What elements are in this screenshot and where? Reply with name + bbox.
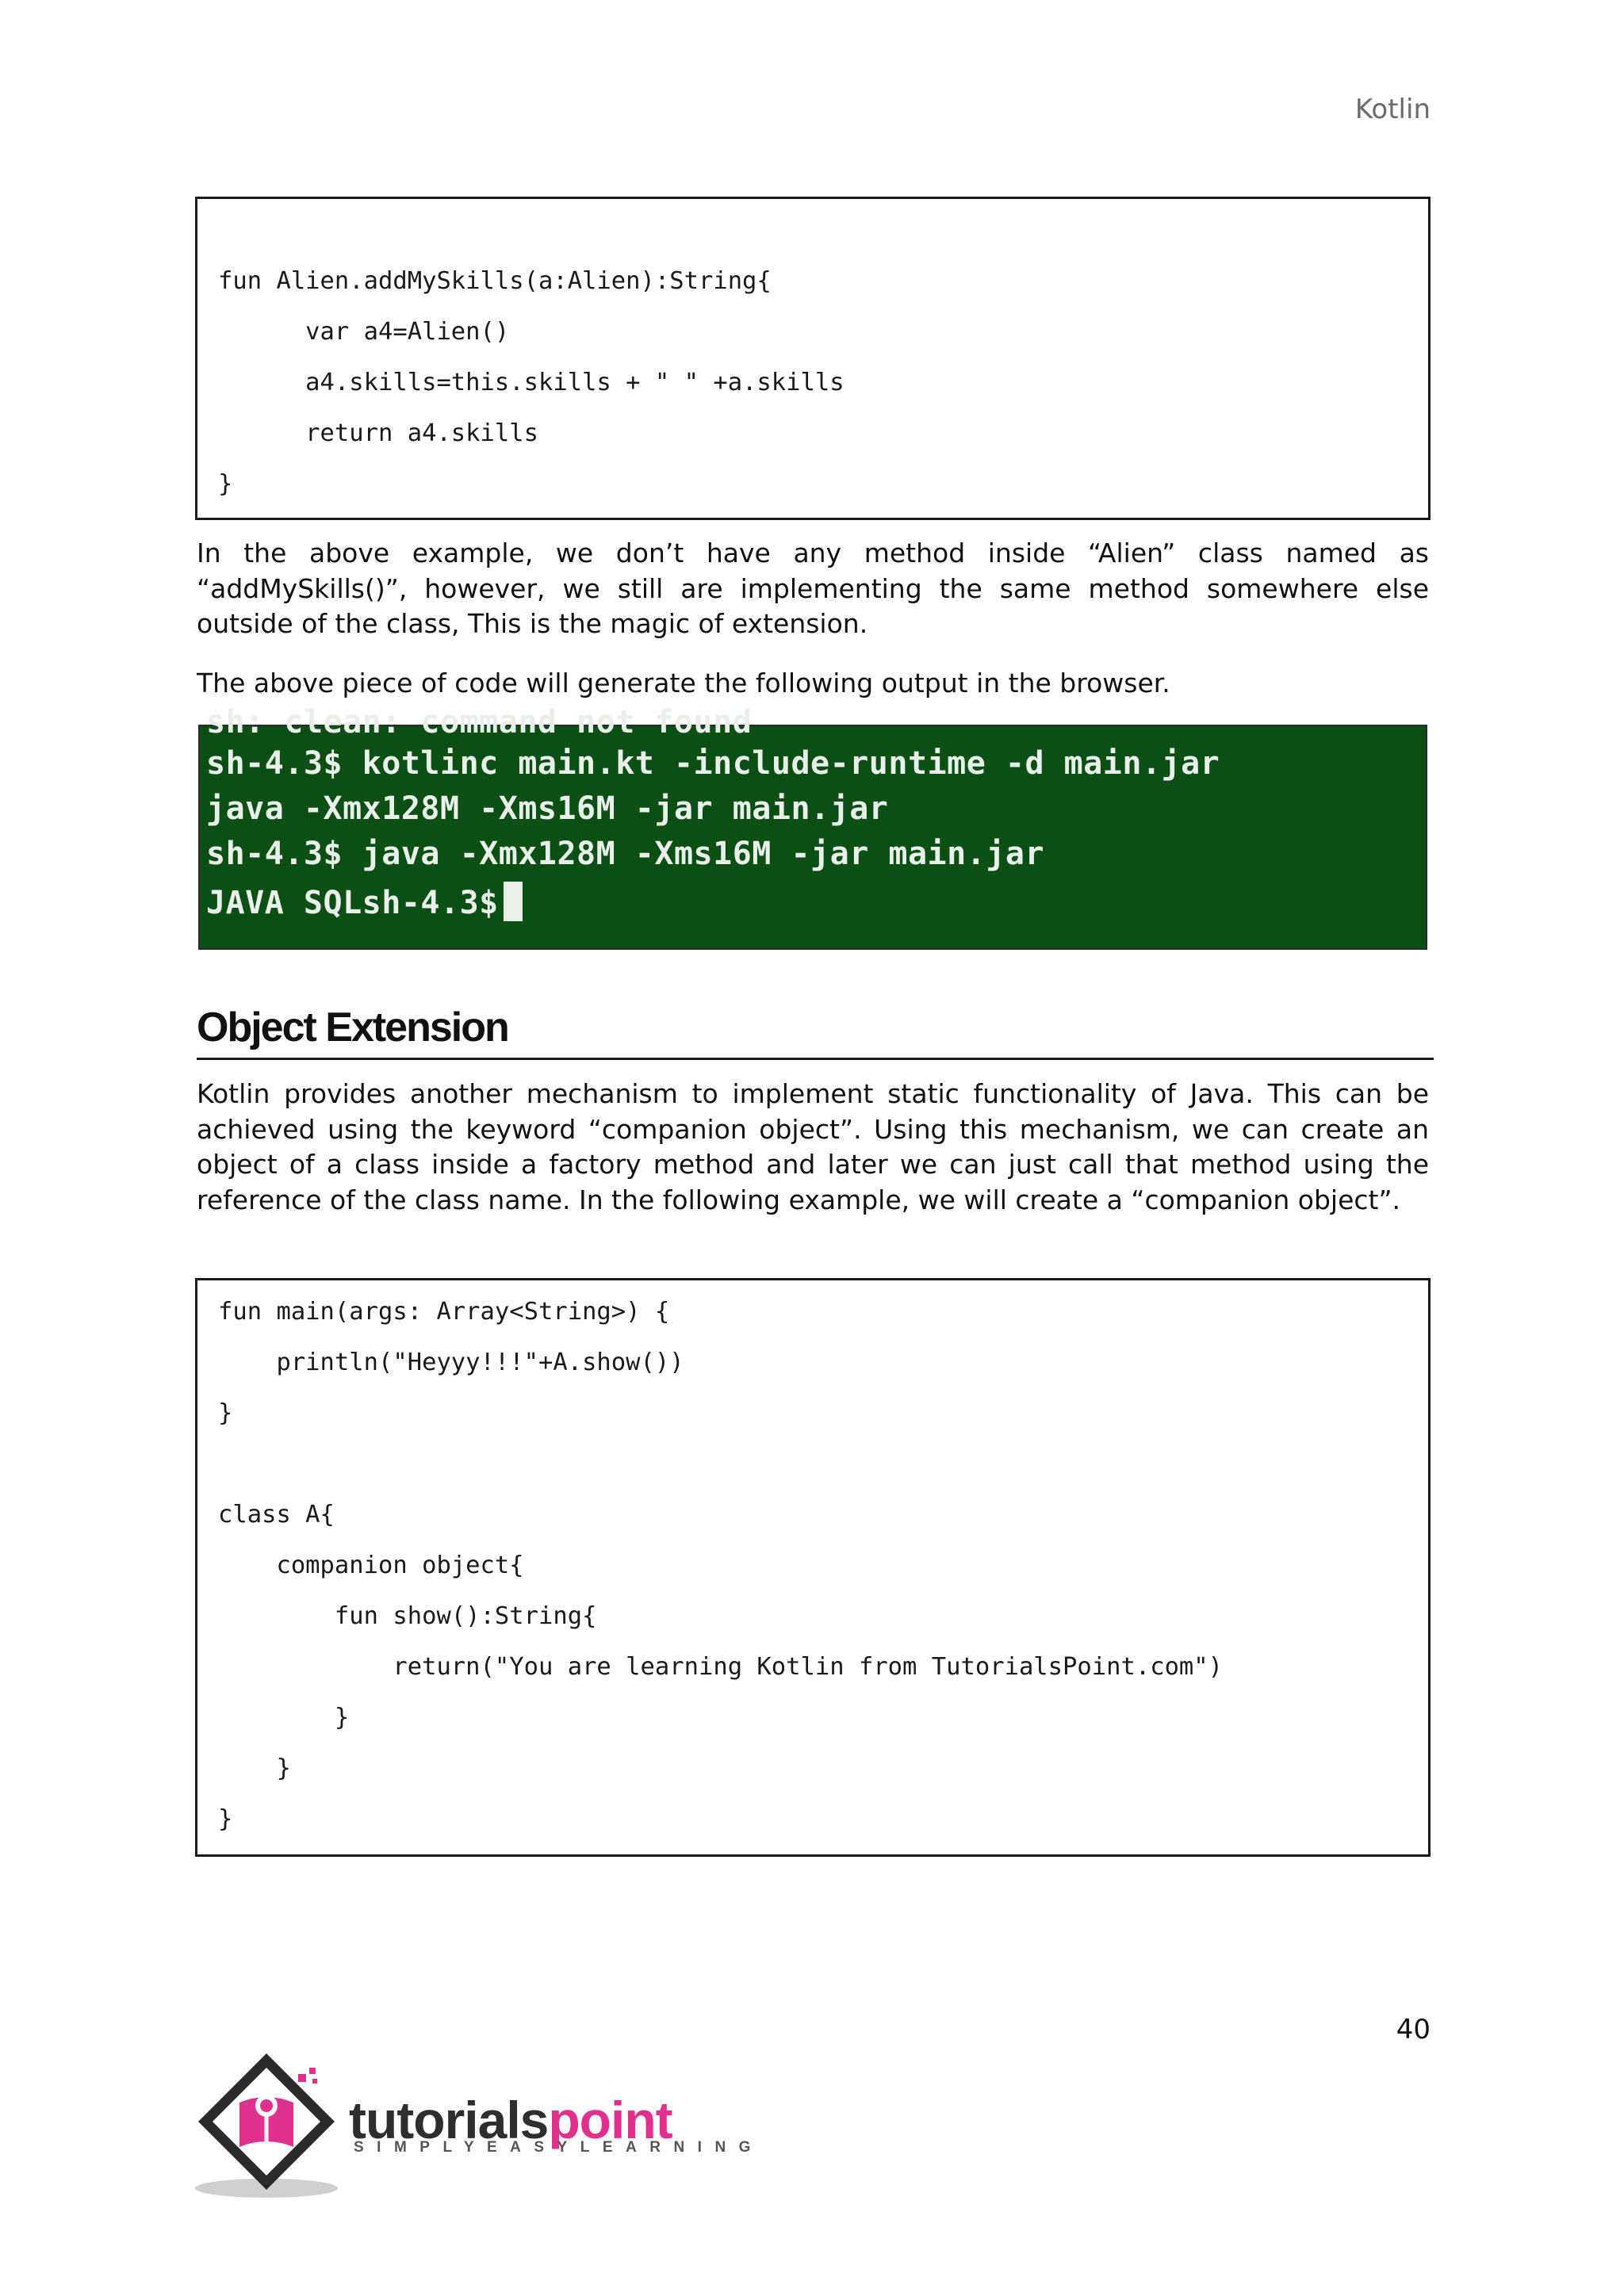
tutorialspoint-logo [193,2047,764,2206]
terminal-output-screenshot [198,704,1427,950]
code-line: } [218,1704,350,1732]
code-line: } [218,470,233,498]
terminal-prompt-text: JAVA SQLsh-4.3$ [206,885,499,921]
code-line: fun main(args: Array<String>) { [218,1298,670,1326]
section-divider [197,1058,1434,1060]
code-block-companion-object [195,1278,1431,1857]
terminal-line: sh-4.3$ kotlinc main.kt -include-runtime -d main.jar [206,745,1220,782]
code-line: } [218,1399,233,1427]
code-block-extension-function [195,197,1431,520]
paragraph-extension-explanation: In the above example, we don’t have any method inside “Alien” class named as “addMySkills()”, however, we still are implementing the same method somewhere else outside of the class, This is the magic of extension. [197,538,1429,639]
logo-wordmark-dark: tutorials [349,2091,549,2149]
code-line: } [218,1805,233,1833]
code-line: fun show():String{ [218,1602,597,1630]
code-line: } [218,1755,291,1782]
code-line: var a4=Alien() [218,318,510,346]
code-line: a4.skills=this.skills + " " +a.skills [218,369,845,396]
section-heading: Object Extension [197,1004,508,1050]
code-line: companion object{ [218,1552,524,1579]
logo-wordmark-pink: point [548,2091,672,2149]
terminal-line: sh: clean: command not found [206,704,753,740]
terminal-line: java -Xmx128M -Xms16M -jar main.jar [206,790,889,827]
terminal-line: sh-4.3$ java -Xmx128M -Xms16M -jar main.jar [206,836,1045,872]
code-line: fun Alien.addMySkills(a:Alien):String{ [218,267,772,295]
code-line: return("You are learning Kotlin from TutorialsPoint.com") [218,1653,1224,1681]
paragraph-output-intro: The above piece of code will generate the following output in the browser. [197,668,1170,698]
paragraph-companion-object: Kotlin provides another mechanism to implement static functionality of Java. This can be achieved using the keyword “companion object”. Using this mechanism, we can create an object of a class inside a factory method and later we can just call that method using the reference of the class name. In the following example, we will create a “companion object”. [197,1078,1429,1215]
code-line: class A{ [218,1501,335,1529]
logo-emblem-icon [193,2047,352,2206]
terminal-cursor [504,882,523,921]
logo-tagline: SIMPLYEASYLEARNING [354,2139,764,2156]
running-header: Kotlin [1354,94,1431,125]
terminal-prompt-line [206,882,523,921]
code-line: println("Heyyy!!!"+A.show()) [218,1349,684,1376]
page-number: 40 [1396,2014,1431,2045]
code-line: return a4.skills [218,419,538,447]
